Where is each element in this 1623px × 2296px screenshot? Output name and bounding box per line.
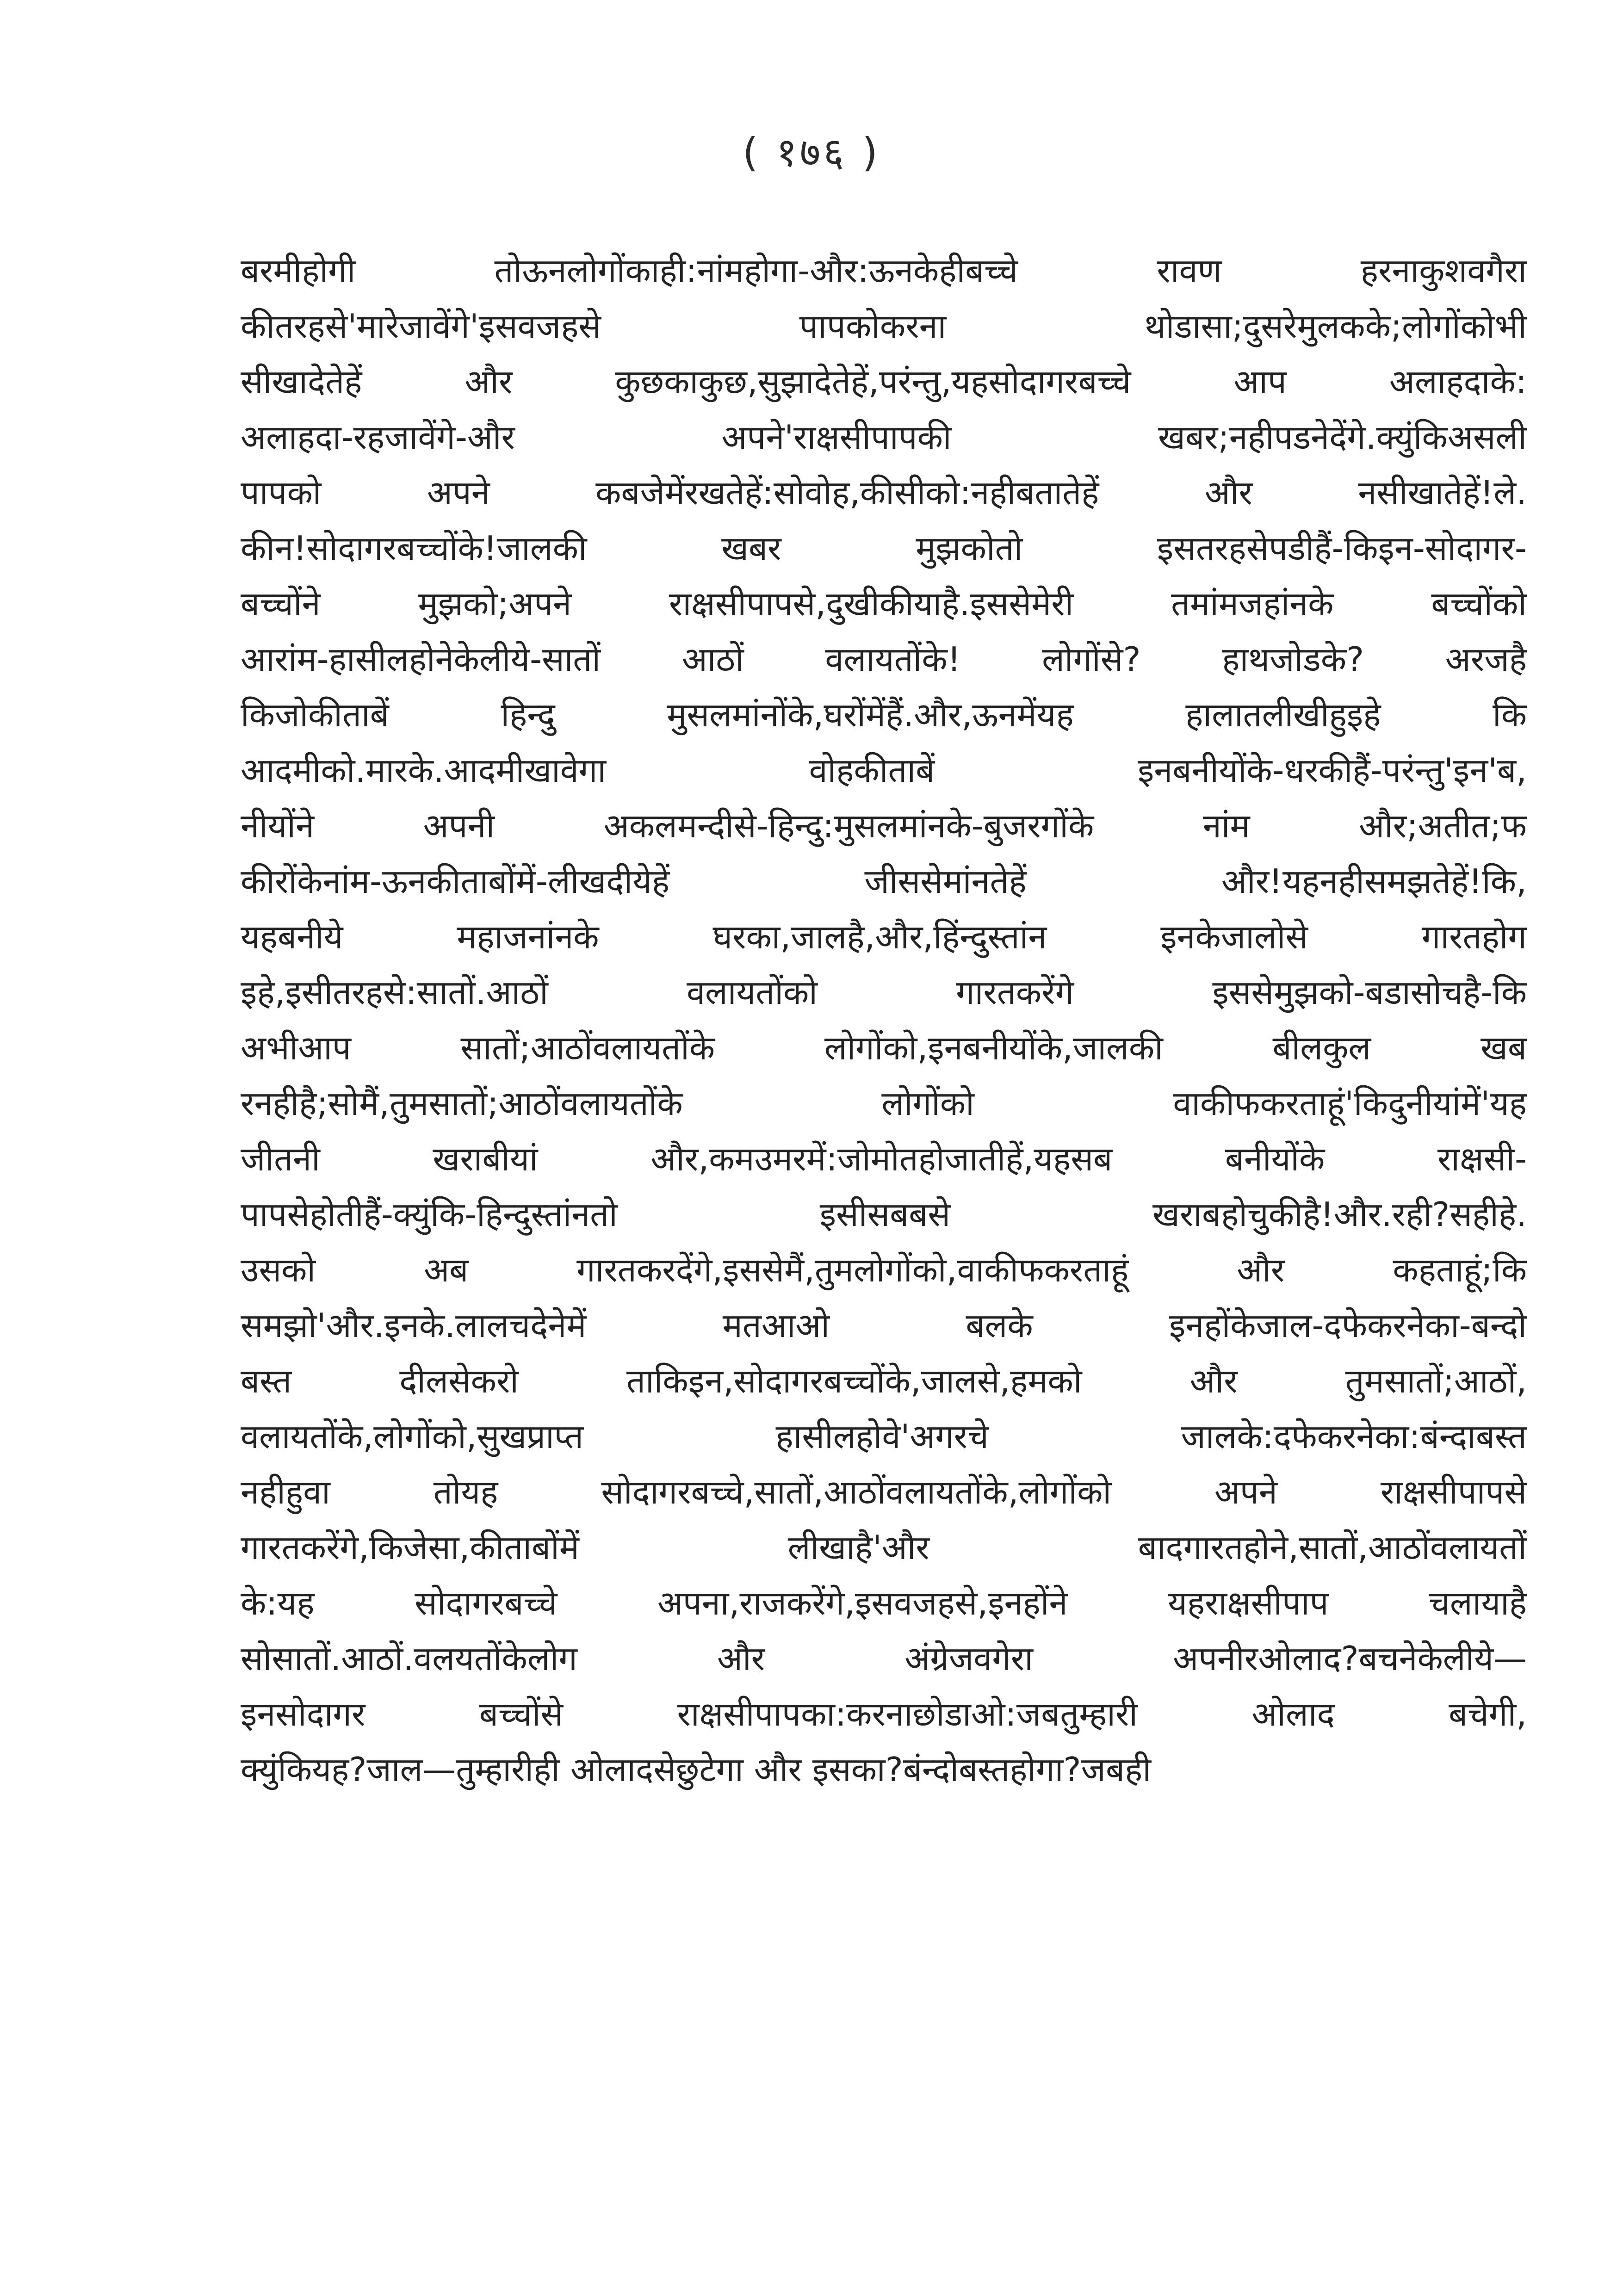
text-line: बच्चोंने मुझको;अपने राक्षसीपापसे,दुखीकीयाहै.इससेमेरी तमांमजहांनके बच्चोंको	[241, 584, 1527, 623]
text-line: इहे,इसीतरहसे:सातों.आठों वलायतोंको गारतकरेंगे इससेमुझको-बडासोचहै-कि	[241, 973, 1527, 1012]
text-line: अलाहदा-रहजावेंगे-और अपने'राक्षसीपापकी खबर;नहीपडनेदेंगे.क्युंकिअसली	[241, 418, 1527, 457]
text-line: क्युंकियह?जाल—तुम्हारीही ओलादसेछुटेगा और इसका?बंन्दोबस्तहोगा?जबही	[241, 1750, 1151, 1789]
text-line: कीरोंकेनांम-ऊनकीताबोंमें-लीखदीयेहें जीससेमांनतेहें और!यहनहीसमझतेहें!कि,	[241, 862, 1527, 901]
text-line: जीतनी खराबीयां और,कमउमरमें:जोमोतहोजातीहें,यहसब बनीयोंके राक्षसी-	[241, 1139, 1527, 1178]
text-line: वलायतोंके,लोगोंको,सुखप्राप्त हासीलहोवे'अगरचे जालके:दफेकरनेका:बंन्दाबस्त	[241, 1417, 1527, 1456]
text-line: बस्त दीलसेकरो ताकिइन,सोदागरबच्चोंके,जालसे,हमको और तुमसातों;आठों,	[241, 1362, 1527, 1400]
page-number: ( १७६ )	[743, 130, 880, 176]
text-line: उसको अब गारतकरदेंगे,इससेमैं,तुमलोगोंको,वाकीफकरताहूं और कहताहूं;कि	[241, 1250, 1527, 1289]
text-line: गारतकरेंगे,किजेसा,कीताबोंमें लीखाहै'और बादगारतहोने,सातों,आठोंवलायतों	[241, 1528, 1527, 1567]
text-line: यहबनीये महाजनांनके घरका,जालहै,और,हिंन्दुस्तांन इनकेजालोसे गारतहोग	[241, 917, 1527, 956]
text-line: कीन!सोदागरबच्चोंके!जालकी खबर मुझकोतो इसतरहसेपडीहैं-किइन-सोदागर-	[241, 529, 1527, 568]
text-line: नहीहुवा तोयह सोदागरबच्चे,सातों,आठोंवलायतोंके,लोगोंको अपने राक्षसीपापसे	[241, 1473, 1527, 1511]
text-line: अभीआप सातों;आठोंवलायतोंके लोगोंको,इनबनीयोंके,जालकी बीलकुल खब	[241, 1028, 1527, 1067]
text-line: समझो'और.इनके.लालचदेनेमें मतआओ बलके इनहोंकेजाल-दफेकरनेका-बन्दो	[241, 1306, 1527, 1345]
text-line: नीयोंने अपनी अकलमन्दीसे-हिन्दु:मुसलमांनके-बुजरगोंके नांम और;अतीत;फ	[241, 806, 1527, 845]
text-line: आरांम-हासीलहोनेकेलीये-सातों आठों वलायतोंके! लोगोंसे? हाथजोडके? अरजहै	[241, 640, 1527, 679]
text-line: आदमीको.मारके.आदमीखावेगा वोहकीताबें इनबनीयोंके-धरकीहैं-परंन्तु'इन'ब,	[241, 751, 1527, 790]
text-line: पापसेहोतीहैं-क्युंकि-हिन्दुस्तांनतो इसीसबबसे खराबहोचुकीहै!और.रही?सहीहे.	[241, 1195, 1527, 1234]
text-line: कीतरहसे'मारेजावेंगे'इसवजहसे पापकोकरना थोडासा;दुसरेमुलकके;लोगोंकोभी	[241, 307, 1527, 346]
text-line: इनसोदागर बच्चोंसे राक्षसीपापका:करनाछोडाओ:जबतुम्हारी ओलाद बचेगी,	[241, 1695, 1527, 1733]
text-line: किजोकीताबें हिन्दु मुसलमांनोंके,घरोंमेंहैं.और,ऊनमेंयह हालातलीखीहुइहे कि	[241, 695, 1527, 734]
text-line: के:यह सोदागरबच्चे अपना,राजकरेंगे,इसवजहसे,इनहोंने यहराक्षसीपाप चलायाहै	[241, 1584, 1527, 1622]
body-text	[241, 248, 1527, 1802]
text-line: रनहीहै;सोमैं,तुमसातों;आठोंवलायतोंके लोगोंको वाकीफकरताहूं'किदुनीयांमें'यह	[241, 1084, 1527, 1123]
text-line: बरमीहोगी तोऊनलोगोंकाही:नांमहोगा-और:ऊनकेहीबच्चे रावण हरनाकुशवगैरा	[241, 251, 1527, 290]
text-line: सीखादेतेहें और कुछकाकुछ,सुझादेतेहें,परंन्तु,यहसोदागरबच्चे आप अलाहदाके:	[241, 362, 1527, 401]
text-line: पापको अपने कबजेमेंरखतेहें:सोवोह,कीसीको:नहीबतातेहें और नसीखातेहें!ले.	[241, 473, 1527, 512]
text-line: सोसातों.आठों.वलयतोंकेलोग और अंग्रेजवगेरा अपनीरओलाद?बचनेकेलीये—	[241, 1639, 1527, 1678]
